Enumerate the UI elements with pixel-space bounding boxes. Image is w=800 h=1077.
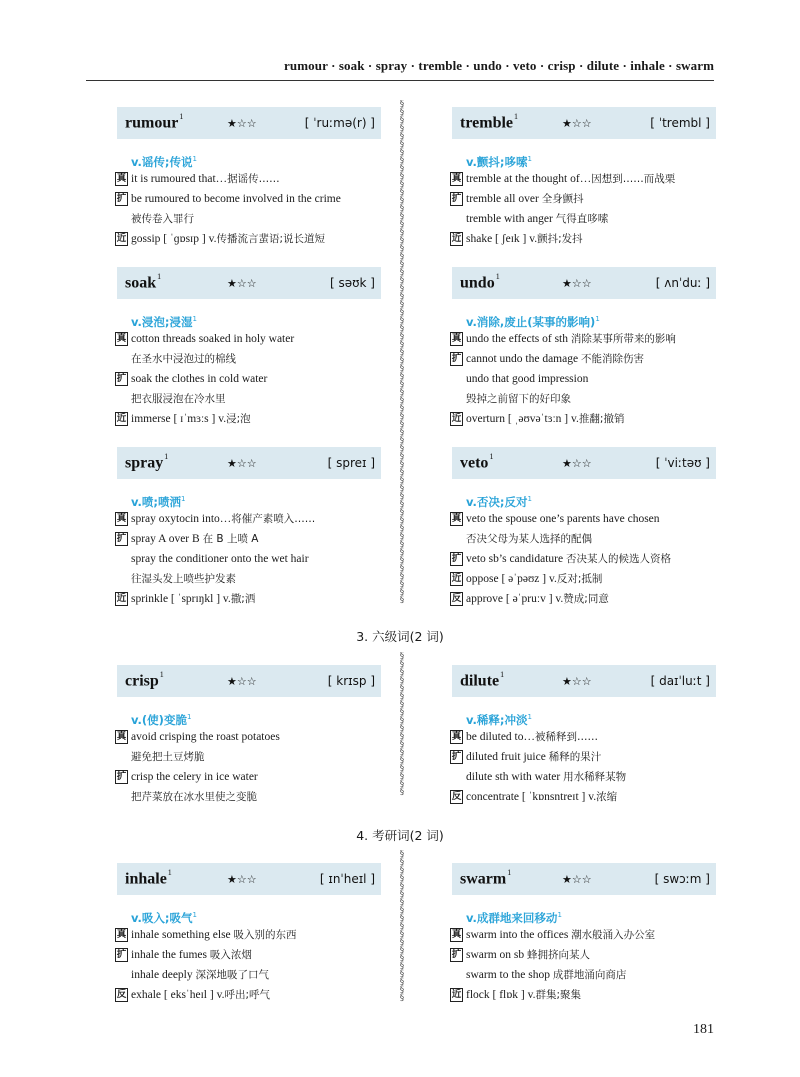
sense-superscript: 1	[186, 713, 192, 721]
english-text: exhale [ eksˈheɪl ] v.	[131, 989, 225, 1001]
column-divider: § § § § § § § § § § § § § § § § § § § § § § § § § § § § § § § § § § § § § § § § § § § § § § § § § § § § § § § § § § § § § § §	[399, 100, 405, 605]
english-text: soak the clothes in cold water	[131, 373, 268, 385]
example-line	[117, 747, 381, 767]
example-lines	[452, 925, 716, 1005]
sense-text: v.颤抖;哆嗦	[466, 154, 528, 169]
english-text: overturn [ ˌəʊvəˈtɜːn ] v.	[466, 413, 579, 425]
label-tag: 真	[451, 513, 462, 524]
chinese-text: 因想到……而战栗	[591, 173, 676, 185]
english-text: swarm on sb	[466, 949, 528, 961]
example-line	[117, 727, 381, 747]
headword	[125, 111, 227, 132]
headword-band	[452, 447, 716, 479]
label-tag: 扩	[451, 949, 462, 960]
english-text: approve [ əˈpruːv ] v.	[466, 593, 564, 605]
chinese-text: 被稀释到……	[535, 731, 598, 743]
headword	[125, 867, 227, 888]
label-tag: 真	[116, 333, 127, 344]
example-line	[452, 529, 716, 549]
sense-text: v.喷;喷洒	[131, 494, 182, 509]
chinese-text: 吸入别的东西	[233, 929, 297, 941]
chinese-text: 反对;抵制	[556, 573, 603, 585]
headword-band	[117, 665, 381, 697]
sense-superscript: 1	[557, 911, 562, 919]
example-line	[452, 509, 716, 529]
english-text: swarm into the offices	[466, 929, 572, 941]
phonetic: [ səʊk ]	[330, 276, 375, 290]
example-line	[117, 169, 381, 189]
english-text: inhale deeply	[131, 969, 196, 981]
label-tag: 真	[451, 173, 462, 184]
chinese-text: 群集;聚集	[535, 989, 582, 1001]
sense-text: v.吸入;吸气	[131, 910, 193, 925]
headword-superscript: 1	[157, 271, 162, 281]
sense-definition	[452, 149, 716, 169]
chinese-text: 将催产素喷入……	[231, 513, 316, 525]
english-text: veto the spouse one’s parents have chosen	[466, 513, 660, 525]
example-lines	[117, 727, 381, 807]
header-rule	[86, 80, 714, 81]
example-line	[117, 965, 381, 985]
example-line	[452, 389, 716, 409]
headword-band	[452, 863, 716, 895]
sense-text: v.稀释;冲淡	[466, 712, 528, 727]
headword-superscript: 1	[489, 451, 494, 461]
headword-band	[117, 447, 381, 479]
section-heading-cet6: 3. 六级词(2 词)	[356, 629, 444, 644]
sense-definition	[452, 707, 716, 727]
example-line	[117, 349, 381, 369]
english-text: be diluted to…	[466, 731, 535, 743]
headword-superscript: 1	[179, 111, 184, 121]
headword-band	[117, 863, 381, 895]
chinese-text: 气得直哆嗦	[555, 213, 609, 225]
headword-band	[452, 107, 716, 139]
section-heading-kaoyan: 4. 考研词(2 词)	[356, 828, 444, 843]
chinese-text: 把衣服浸泡在冷水里	[131, 393, 226, 405]
phonetic: [ krɪsp ]	[327, 674, 375, 688]
sense-definition	[117, 149, 381, 169]
english-text: tremble all over	[466, 193, 542, 205]
chinese-text: 往湿头发上喷些护发素	[131, 573, 236, 585]
phonetic: [ swɔːm ]	[654, 872, 710, 886]
sense-superscript: 1	[192, 315, 197, 323]
chinese-text: 据谣传……	[227, 173, 280, 185]
example-lines	[117, 925, 381, 1005]
headword-text: tremble	[460, 114, 514, 132]
example-line	[117, 767, 381, 787]
entry-swarm	[452, 863, 716, 1005]
entry-rumour	[117, 107, 381, 249]
english-text: cotton threads soaked in holy water	[131, 333, 295, 345]
frequency-stars: ★☆☆	[227, 674, 257, 688]
label-tag: 近	[451, 573, 462, 584]
example-lines	[452, 727, 716, 807]
english-text: flock [ flɒk ] v.	[466, 989, 536, 1001]
chinese-text: 消除某事所带来的影响	[570, 333, 676, 345]
label-tag: 扩	[116, 771, 127, 782]
sense-text: v.否决;反对	[466, 494, 528, 509]
sense-definition	[117, 707, 381, 727]
headword-band	[117, 107, 381, 139]
headword-superscript: 1	[514, 111, 519, 121]
sense-text: v.浸泡;浸湿	[131, 314, 193, 329]
example-line	[117, 569, 381, 589]
english-text: inhale the fumes	[131, 949, 210, 961]
english-text: gossip [ ˈɡɒsɪp ] v.	[131, 233, 217, 245]
example-line	[452, 329, 716, 349]
english-text: veto sb’s candidature	[466, 553, 566, 565]
phonetic: [ spreɪ ]	[327, 456, 375, 470]
entry-crisp	[117, 665, 381, 807]
chinese-text: 潮水般涌入办公室	[571, 929, 656, 941]
label-tag: 扩	[116, 193, 127, 204]
entry-dilute	[452, 665, 716, 807]
headword	[460, 271, 562, 292]
frequency-stars: ★☆☆	[227, 276, 257, 290]
english-text: spray the conditioner onto the wet hair	[131, 553, 309, 565]
chinese-text: 浓缩	[596, 791, 618, 803]
example-lines	[117, 509, 381, 609]
english-text: undo the effects of sth	[466, 333, 571, 345]
label-tag: 近	[451, 233, 462, 244]
chinese-text: 蜂拥挤向某人	[527, 949, 591, 961]
chinese-text: 深深地吸了口气	[195, 969, 270, 981]
english-text: sprinkle [ ˈsprɪŋkl ] v.	[131, 593, 231, 605]
example-line	[452, 569, 716, 589]
page-number: 181	[693, 1022, 714, 1037]
english-text: be rumoured to become involved in the crime	[131, 193, 341, 205]
example-line	[117, 787, 381, 807]
label-tag: 反	[451, 791, 462, 802]
headword-text: dilute	[460, 672, 500, 690]
chinese-text: 用水稀释某物	[563, 771, 627, 783]
phonetic: [ ʌnˈduː ]	[655, 276, 710, 290]
example-line	[452, 169, 716, 189]
example-line	[117, 925, 381, 945]
chinese-text: 全身颤抖	[541, 193, 584, 205]
chinese-text: 浸;泡	[226, 413, 251, 425]
example-line	[452, 409, 716, 429]
example-lines	[452, 509, 716, 609]
sense-text: v.成群地来回移动	[466, 910, 558, 925]
entry-veto	[452, 447, 716, 609]
headword-text: inhale	[125, 870, 167, 888]
example-line	[452, 369, 716, 389]
english-text: avoid crisping the roast potatoes	[131, 731, 280, 743]
label-tag: 近	[116, 233, 127, 244]
example-line	[452, 787, 716, 807]
frequency-stars: ★☆☆	[562, 116, 592, 130]
phonetic: [ daɪˈluːt ]	[650, 674, 710, 688]
label-tag: 真	[116, 173, 127, 184]
headword-superscript: 1	[507, 867, 512, 877]
headword-band	[117, 267, 381, 299]
example-line	[452, 209, 716, 229]
label-tag: 扩	[451, 751, 462, 762]
frequency-stars: ★☆☆	[227, 872, 257, 886]
example-lines	[452, 329, 716, 429]
label-tag: 反	[116, 989, 127, 1000]
chinese-text: 在 B 上喷 A	[202, 533, 259, 545]
sense-superscript: 1	[192, 911, 197, 919]
headword	[125, 669, 227, 690]
example-line	[117, 529, 381, 549]
example-line	[452, 549, 716, 569]
entry-inhale	[117, 863, 381, 1005]
sense-text: v.(使)变脆	[131, 712, 187, 727]
chinese-text: 否决父母为某人选择的配偶	[466, 533, 592, 545]
chinese-text: 否决某人的候选人资格	[565, 553, 671, 565]
sense-superscript: 1	[527, 155, 532, 163]
english-text: inhale something else	[131, 929, 234, 941]
chinese-text: 赞成;同意	[563, 593, 609, 605]
frequency-stars: ★☆☆	[227, 116, 257, 130]
chinese-text: 吸入浓烟	[209, 949, 252, 961]
english-text: concentrate [ ˈkɒnsntreɪt ] v.	[466, 791, 597, 803]
example-lines	[117, 169, 381, 249]
example-line	[452, 925, 716, 945]
headword	[460, 111, 562, 132]
example-line	[452, 965, 716, 985]
chinese-text: 毁掉之前留下的好印象	[466, 393, 571, 405]
headword-text: veto	[460, 454, 489, 472]
label-tag: 近	[116, 593, 127, 604]
entry-spray	[117, 447, 381, 609]
chinese-text: 被传卷入罪行	[131, 213, 194, 225]
english-text: diluted fruit juice	[466, 751, 549, 763]
headword	[460, 451, 562, 472]
chinese-text: 避免把土豆烤脆	[131, 751, 205, 763]
english-text: crisp the celery in ice water	[131, 771, 258, 783]
label-tag: 真	[451, 929, 462, 940]
chinese-text: 推翻;撤销	[578, 413, 625, 425]
sense-definition	[452, 309, 716, 329]
chinese-text: 呼出;呼气	[224, 989, 270, 1001]
chinese-text: 颤抖;发抖	[537, 233, 583, 245]
example-line	[452, 727, 716, 747]
headword	[125, 451, 227, 472]
english-text: swarm to the shop	[466, 969, 553, 981]
example-line	[452, 229, 716, 249]
phonetic: [ ˈviːtəʊ ]	[655, 456, 710, 470]
headword-text: rumour	[125, 114, 179, 132]
sense-superscript: 1	[527, 713, 532, 721]
example-line	[117, 549, 381, 569]
column-divider: § § § § § § § § § § § § § § § § § § §	[399, 850, 405, 1002]
entry-soak	[117, 267, 381, 429]
frequency-stars: ★☆☆	[562, 276, 592, 290]
headword-superscript: 1	[495, 271, 500, 281]
headword-text: crisp	[125, 672, 159, 690]
example-lines	[117, 329, 381, 429]
headword-band	[452, 267, 716, 299]
chinese-text: 撒;洒	[230, 593, 256, 605]
frequency-stars: ★☆☆	[562, 674, 592, 688]
english-text: cannot undo the damage	[466, 353, 581, 365]
label-tag: 反	[451, 593, 462, 604]
label-tag: 扩	[116, 949, 127, 960]
example-line	[117, 509, 381, 529]
example-line	[117, 369, 381, 389]
sense-superscript: 1	[595, 315, 600, 323]
sense-definition	[117, 309, 381, 329]
label-tag: 扩	[451, 553, 462, 564]
frequency-stars: ★☆☆	[562, 456, 592, 470]
headword-band	[452, 665, 716, 697]
example-lines	[452, 169, 716, 249]
headword	[460, 669, 562, 690]
column-divider: § § § § § § § § § § § § § § § § § §	[399, 652, 405, 797]
english-text: it is rumoured that…	[131, 173, 228, 185]
label-tag: 扩	[451, 353, 462, 364]
label-tag: 真	[116, 929, 127, 940]
headword-superscript: 1	[500, 669, 505, 679]
example-line	[117, 409, 381, 429]
example-line	[117, 229, 381, 249]
running-head: rumour · soak · spray · tremble · undo · veto · crisp · dilute · inhale · swarm	[284, 58, 714, 73]
chinese-text: 成群地涌向商店	[552, 969, 627, 981]
english-text: dilute sth with water	[466, 771, 564, 783]
label-tag: 扩	[116, 533, 127, 544]
sense-definition	[117, 905, 381, 925]
sense-text: v.谣传;传说	[131, 154, 193, 169]
sense-superscript: 1	[527, 495, 532, 503]
headword-superscript: 1	[164, 451, 169, 461]
example-line	[452, 189, 716, 209]
sense-superscript: 1	[181, 495, 186, 503]
english-text: tremble with anger	[466, 213, 556, 225]
label-tag: 近	[116, 413, 127, 424]
phonetic: [ ˈtrembl ]	[650, 116, 710, 130]
headword-text: spray	[125, 454, 164, 472]
headword	[125, 271, 227, 292]
sense-text: v.消除,废止(某事的影响)	[466, 314, 596, 329]
example-line	[452, 945, 716, 965]
example-line	[117, 389, 381, 409]
phonetic: [ ˈruːmə(r) ]	[304, 116, 375, 130]
sense-definition	[452, 905, 716, 925]
frequency-stars: ★☆☆	[227, 456, 257, 470]
english-text: oppose [ əˈpəʊz ] v.	[466, 573, 557, 585]
english-text: spray A over B	[131, 533, 203, 545]
chinese-text: 稀释的果汁	[548, 751, 602, 763]
sense-definition	[117, 489, 381, 509]
label-tag: 真	[451, 731, 462, 742]
example-line	[452, 747, 716, 767]
example-line	[117, 945, 381, 965]
chinese-text: 在圣水中浸泡过的棉线	[131, 353, 236, 365]
entry-tremble	[452, 107, 716, 249]
headword	[460, 867, 562, 888]
chinese-text: 不能消除伤害	[580, 353, 644, 365]
label-tag: 扩	[116, 373, 127, 384]
english-text: immerse [ ɪˈmɜːs ] v.	[131, 413, 227, 425]
sense-definition	[452, 489, 716, 509]
headword-superscript: 1	[159, 669, 164, 679]
headword-text: swarm	[460, 870, 507, 888]
label-tag: 扩	[451, 193, 462, 204]
headword-text: undo	[460, 274, 495, 292]
english-text: shake [ ʃeɪk ] v.	[466, 233, 538, 245]
label-tag: 近	[451, 989, 462, 1000]
example-line	[117, 589, 381, 609]
example-line	[452, 985, 716, 1005]
label-tag: 真	[116, 731, 127, 742]
label-tag: 真	[451, 333, 462, 344]
frequency-stars: ★☆☆	[562, 872, 592, 886]
sense-superscript: 1	[192, 155, 197, 163]
headword-text: soak	[125, 274, 157, 292]
entry-undo	[452, 267, 716, 429]
example-line	[117, 209, 381, 229]
example-line	[452, 767, 716, 787]
example-line	[117, 985, 381, 1005]
chinese-text: 传播流言蜚语;说长道短	[216, 233, 325, 245]
headword-superscript: 1	[167, 867, 172, 877]
phonetic: [ ɪnˈheɪl ]	[319, 872, 375, 886]
english-text: tremble at the thought of…	[466, 173, 592, 185]
label-tag: 近	[451, 413, 462, 424]
english-text: undo that good impression	[466, 373, 589, 385]
example-line	[117, 189, 381, 209]
example-line	[117, 329, 381, 349]
chinese-text: 把芹菜放在冰水里使之变脆	[131, 791, 257, 803]
example-line	[452, 589, 716, 609]
label-tag: 真	[116, 513, 127, 524]
example-line	[452, 349, 716, 369]
english-text: spray oxytocin into…	[131, 513, 232, 525]
